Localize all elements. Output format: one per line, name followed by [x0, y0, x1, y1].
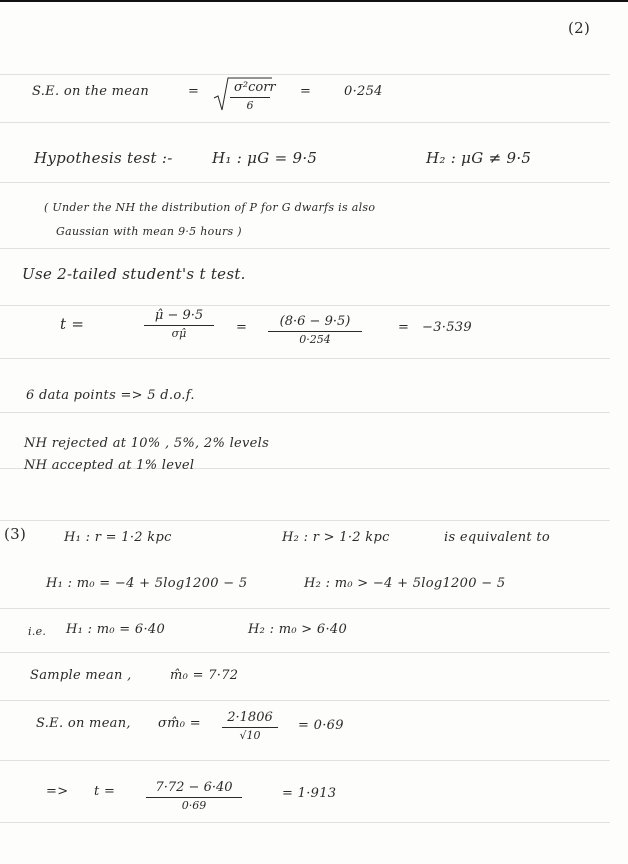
se-mean-fraction: [222, 710, 278, 743]
t-fraction-2: [268, 314, 362, 347]
ruled-line: [0, 182, 610, 183]
ruled-line: [0, 608, 610, 609]
fraction-bar: [222, 727, 278, 728]
se-mean-label: S.E. on mean,: [36, 716, 131, 731]
fraction-bar: [144, 325, 214, 326]
se-mean-sigma: σm̂₀ =: [158, 716, 201, 731]
se-label: S.E. on the mean: [32, 84, 150, 99]
se-value: 0·254: [344, 84, 383, 99]
equals-sign: =: [236, 320, 248, 335]
ruled-line: [0, 122, 610, 123]
ie-label: i.e.: [28, 625, 47, 638]
sample-mean-label: Sample mean ,: [30, 668, 132, 683]
equals-sign: =: [300, 84, 312, 99]
final-fraction-numerator: 7·72 − 6·40: [155, 780, 233, 795]
se-fraction: [230, 80, 276, 113]
se-mean-fraction-numerator: 2·1806: [227, 710, 273, 725]
under-nh-line-2: Gaussian with mean 9·5 hours ): [56, 225, 242, 238]
section-3-h2: H₂ : r > 1·2 kpc: [282, 530, 390, 545]
page-number: (2): [568, 19, 591, 37]
se-mean-value: = 0·69: [298, 718, 344, 733]
ruled-line: [0, 520, 610, 521]
t-fraction-2-numerator: (8·6 − 9·5): [279, 314, 351, 329]
fraction-bar: [268, 331, 362, 332]
final-fraction-denominator: 0·69: [181, 799, 207, 812]
ruled-line: [0, 358, 610, 359]
equals-sign: =: [188, 84, 200, 99]
ruled-line: [0, 700, 610, 701]
hypothesis-h2: H₂ : μG ≠ 9·5: [426, 149, 532, 167]
ruled-line: [0, 248, 610, 249]
hypothesis-label: Hypothesis test :-: [34, 149, 173, 167]
t-fraction-2-denominator: 0·254: [299, 333, 331, 346]
ie-h2: H₂ : m₀ > 6·40: [248, 622, 348, 637]
ruled-line: [0, 412, 610, 413]
section-3-number: (3): [4, 525, 27, 543]
section-3-equivalent: is equivalent to: [444, 530, 551, 545]
magnitude-h2: H₂ : m₀ > −4 + 5log1200 − 5: [304, 576, 506, 591]
sample-mean-value: m̂₀ = 7·72: [170, 668, 239, 683]
t-label: t =: [60, 315, 85, 333]
fraction-bar: [146, 797, 242, 798]
ruled-line: [0, 822, 610, 823]
t-value: −3·539: [422, 320, 472, 335]
ruled-line: [0, 74, 610, 75]
magnitude-h1: H₁ : m₀ = −4 + 5log1200 − 5: [46, 576, 248, 591]
hypothesis-h1: H₁ : μG = 9·5: [212, 149, 318, 167]
final-fraction: [146, 780, 242, 813]
t-fraction-1: [144, 308, 214, 341]
under-nh-line-1: ( Under the NH the distribution of P for G dwarfs is also: [44, 201, 376, 214]
se-mean-fraction-denominator: √10: [239, 729, 261, 742]
final-t-value: = 1·913: [282, 786, 337, 801]
ruled-line: [0, 760, 610, 761]
t-fraction-1-numerator: μ̂ − 9·5: [154, 308, 204, 323]
nh-rejected-line: NH rejected at 10% , 5%, 2% levels: [24, 436, 270, 451]
se-fraction-numerator: σ²corr: [234, 80, 276, 95]
fraction-bar: [230, 97, 270, 98]
nh-accepted-line: NH accepted at 1% level: [24, 458, 195, 473]
final-arrow: =>: [46, 784, 69, 799]
ruled-line: [0, 652, 610, 653]
ruled-line: [0, 305, 610, 306]
use-test-line: Use 2-tailed student's t test.: [22, 265, 246, 283]
sqrt-expression: [212, 76, 274, 112]
se-fraction-denominator: 6: [246, 99, 254, 112]
section-3-h1: H₁ : r = 1·2 kpc: [64, 530, 172, 545]
t-fraction-1-denominator: σμ̂: [171, 327, 187, 340]
page-top-edge: [0, 0, 628, 2]
equals-sign: =: [398, 320, 410, 335]
dof-line: 6 data points => 5 d.o.f.: [26, 388, 195, 403]
final-t-label: t =: [94, 784, 116, 799]
ie-h1: H₁ : m₀ = 6·40: [66, 622, 166, 637]
